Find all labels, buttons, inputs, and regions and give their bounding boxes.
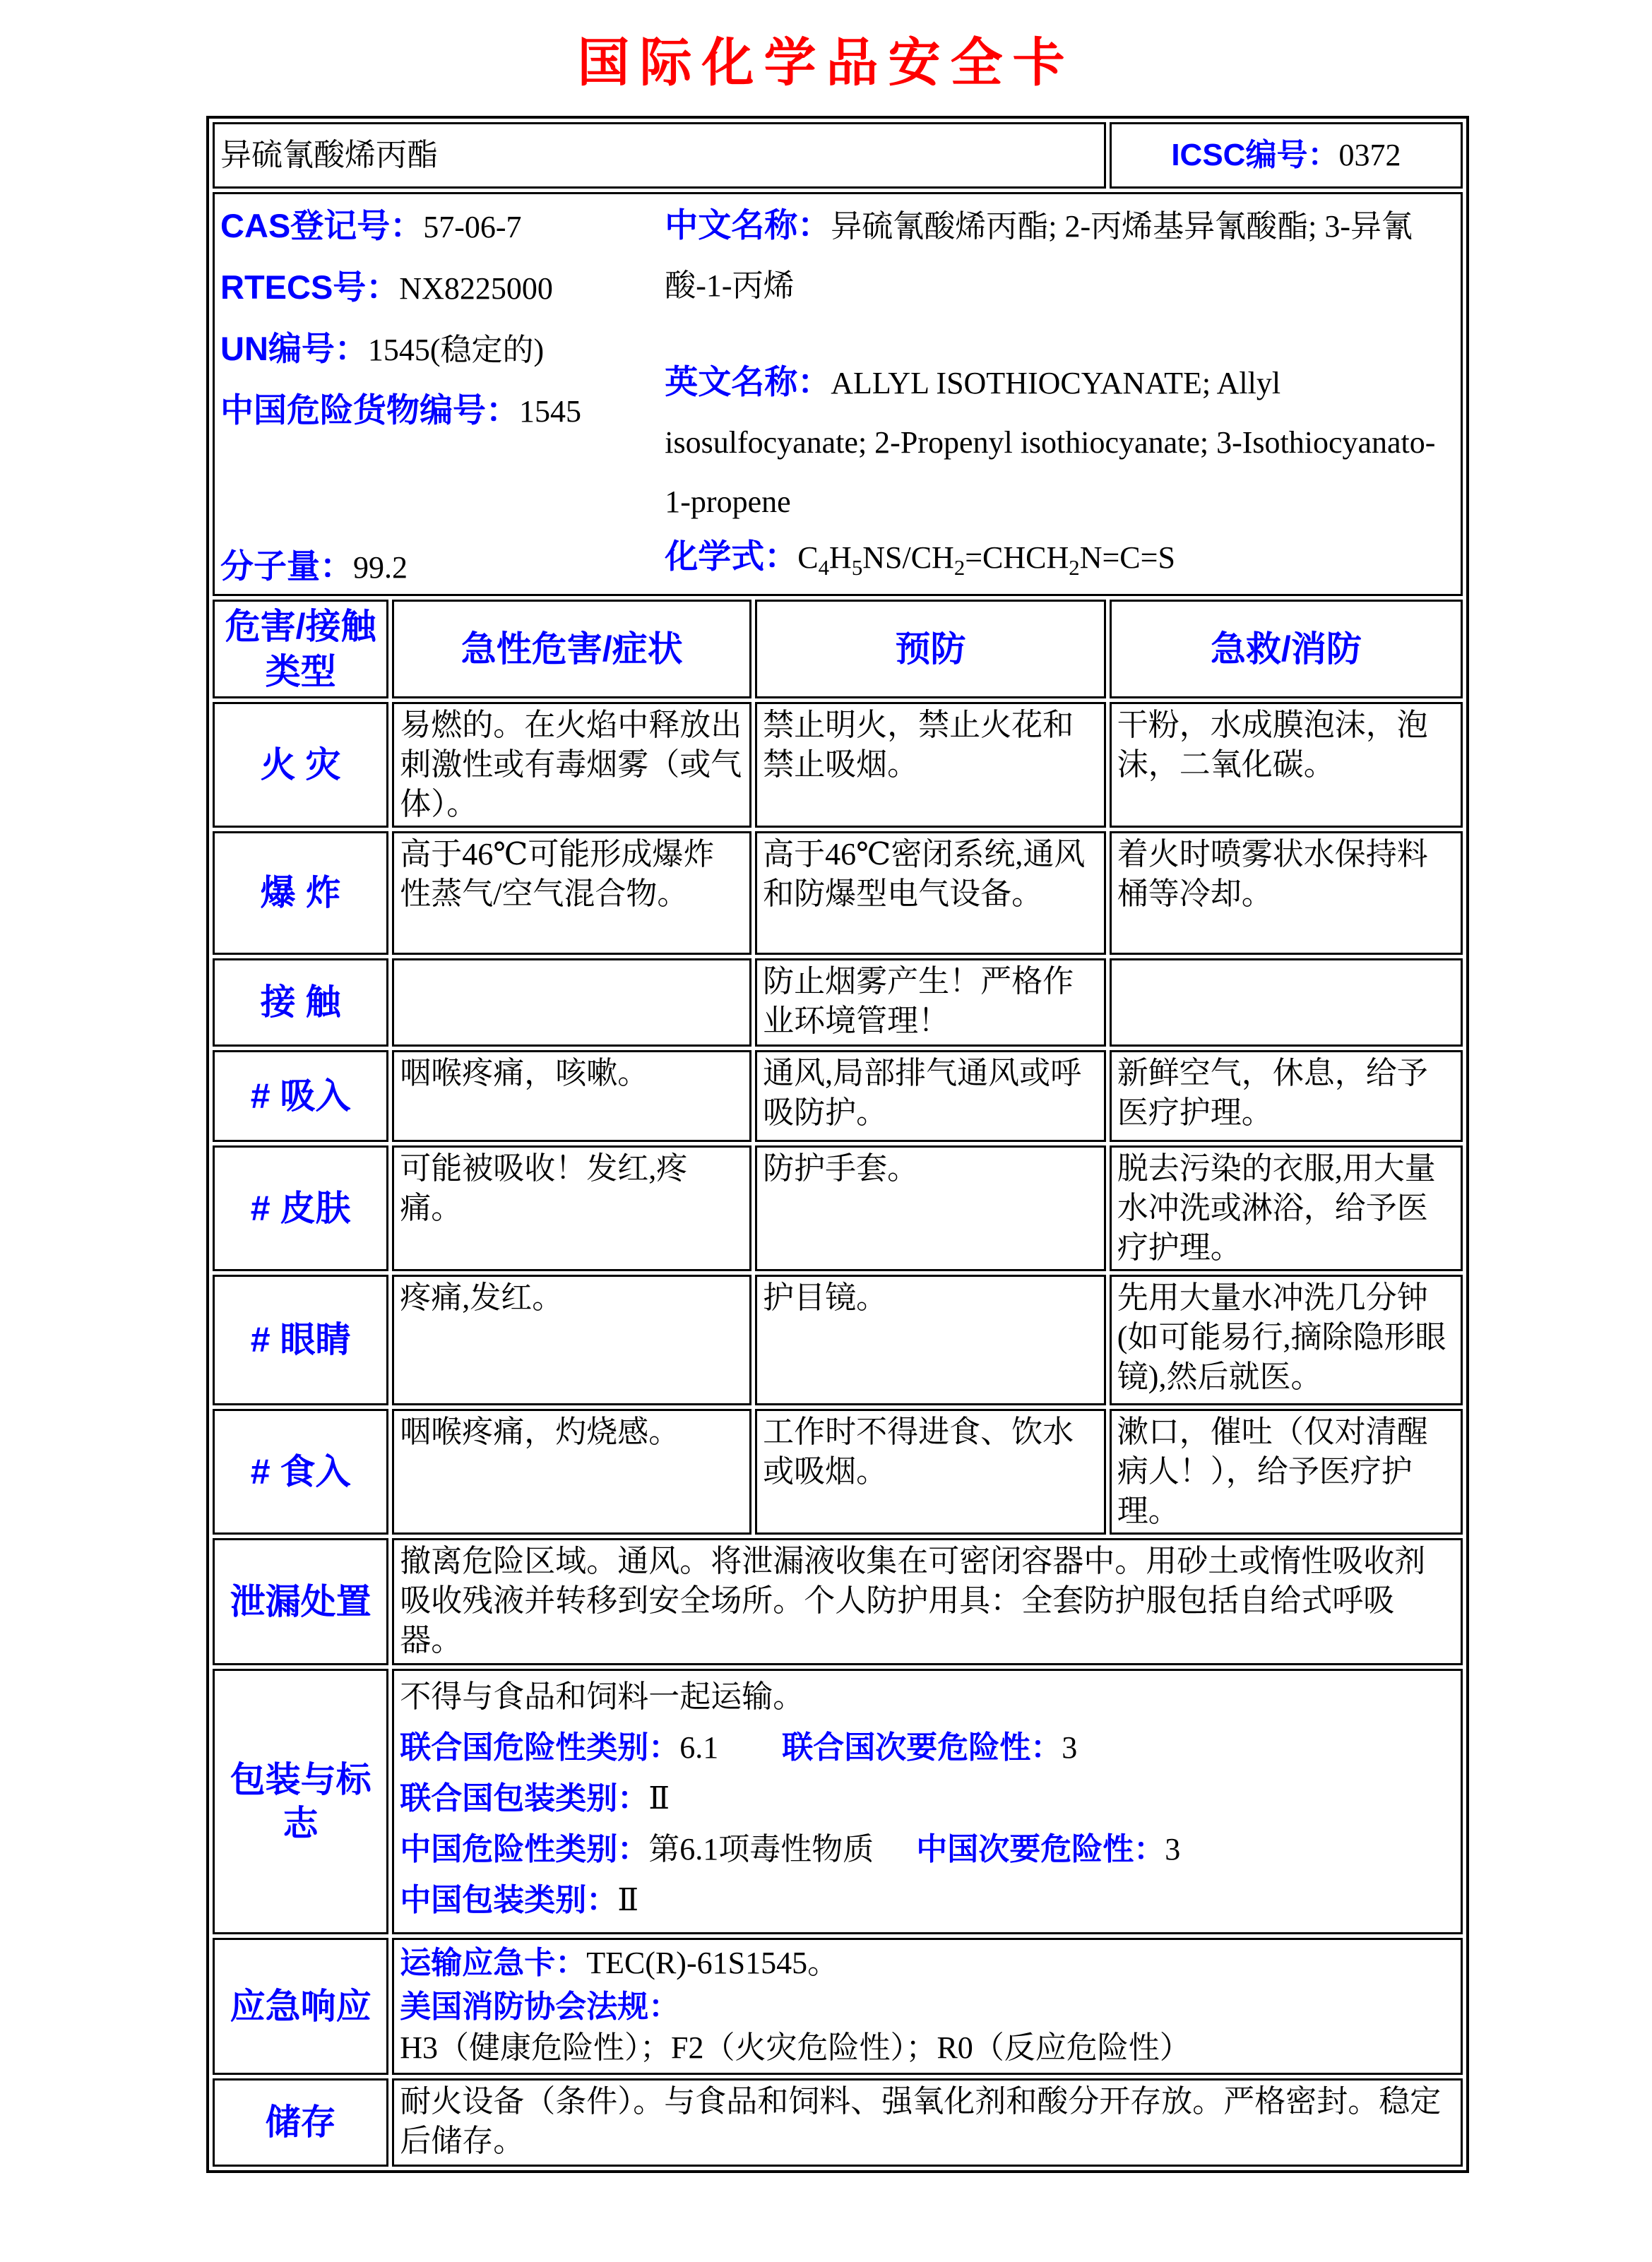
inhalation-response: 新鲜空气，休息，给予医疗护理。: [1110, 1050, 1463, 1142]
header-hazard-type: [213, 600, 388, 698]
un-subrisk-value: 3: [1062, 1730, 1078, 1765]
inhalation-prevention: 通风,局部排气通风或呼吸防护。: [755, 1050, 1106, 1142]
ingestion-response: 漱口，催吐（仅对清醒病人！），给予医疗护理。: [1110, 1409, 1463, 1535]
spill-type-label: 泄漏处置: [213, 1538, 388, 1665]
header-response: 急救/消防: [1110, 600, 1463, 698]
explosion-prevention: 高于46℃密闭系统,通风和防爆型电气设备。: [755, 831, 1106, 955]
explosion-type-label: 爆 炸: [213, 831, 388, 955]
molecular-weight-label: 分子量：: [220, 547, 353, 585]
chinese-names-paragraph: [665, 196, 1455, 316]
english-names-label: 英文名称：: [665, 363, 831, 400]
icsc-label: ICSC编号：: [1171, 138, 1339, 172]
cas-label: CAS登记号：: [220, 207, 424, 244]
packaging-type-label: 包装与标志: [213, 1669, 388, 1934]
ingestion-symptoms: 咽喉疼痛，灼烧感。: [392, 1409, 751, 1535]
un-label: UN编号：: [220, 330, 368, 367]
header-symptoms: 急性危害/症状: [392, 600, 751, 698]
china-dg-line: [220, 380, 665, 441]
un-pack-label: 联合国包装类别：: [400, 1780, 649, 1816]
english-names-paragraph: [665, 352, 1455, 532]
un-class-line: [400, 1727, 1455, 1768]
tec-label: 运输应急卡：: [400, 1945, 587, 1980]
un-subrisk-label: 联合国次要危险性：: [782, 1730, 1062, 1765]
name-paragraphs: [665, 196, 1455, 532]
names-block: [665, 196, 1455, 593]
formula-line: [665, 532, 1455, 593]
info-row: [213, 192, 1463, 596]
ingestion-row: [213, 1409, 1463, 1535]
formula-value: $C_4H_5NS/CH_2=CHCH_2N=C=S$: [797, 540, 1175, 580]
cn-pack-label: 中国包装类别：: [400, 1882, 618, 1917]
english-names-value: ALLYL ISOTHIOCYANATE; Allyl isosulfocyanate; 2-Propenyl isothiocyanate; 3-Isothiocyanato-1-propene: [665, 366, 1436, 519]
identifier-lines: [220, 196, 665, 441]
skin-response: 脱去污染的衣服,用大量水冲洗或淋浴，给予医疗护理。: [1110, 1145, 1463, 1271]
emergency-type-label: 应急响应: [213, 1938, 388, 2075]
explosion-response: 着火时喷雾状水保持料桶等冷却。: [1110, 831, 1463, 955]
chinese-names-label: 中文名称：: [665, 206, 831, 244]
packaging-transport-note: 不得与食品和饲料一起运输。: [400, 1679, 804, 1714]
fire-prevention: 禁止明火，禁止火花和禁止吸烟。: [755, 702, 1106, 828]
eyes-response: 先用大量水冲洗几分钟(如可能易行,摘除隐形眼镜),然后就医。: [1110, 1275, 1463, 1405]
nfpa-label: 美国消防协会法规：: [400, 1989, 680, 2024]
un-pack-value: Ⅱ: [648, 1780, 670, 1816]
explosion-row: [213, 831, 1463, 955]
rtecs-label: RTECS号：: [220, 268, 400, 306]
nfpa-line: [400, 1987, 1455, 2068]
cn-class-value: 第6.1项毒性物质: [648, 1831, 874, 1867]
contact-row: [213, 958, 1463, 1047]
eyes-prevention: 护目镜。: [755, 1275, 1106, 1405]
header-hazard-type-line2: 类型: [265, 651, 336, 691]
cn-class-label: 中国危险性类别：: [400, 1831, 649, 1867]
emergency-content: [392, 1938, 1463, 2075]
page-title: 国际化学品安全卡: [577, 35, 1075, 93]
info-cell: [213, 192, 1463, 596]
contact-prevention: 防止烟雾产生！严格作业环境管理！: [755, 958, 1106, 1047]
fire-row: [213, 702, 1463, 828]
contact-symptoms: [392, 958, 751, 1047]
ingestion-type-label: # 食入: [213, 1409, 388, 1535]
rtecs-line: [220, 257, 665, 319]
inhalation-type-label: # 吸入: [213, 1050, 388, 1142]
inhalation-symptoms: 咽喉疼痛，咳嗽。: [392, 1050, 751, 1142]
spill-row: [213, 1538, 1463, 1665]
emergency-row: [213, 1938, 1463, 2075]
ingestion-prevention: 工作时不得进食、饮水或吸烟。: [755, 1409, 1106, 1535]
molecular-weight-value: 99.2: [353, 549, 408, 585]
cn-subrisk-label: 中国次要危险性：: [916, 1831, 1165, 1867]
fire-response: 干粉，水成膜泡沫，泡沫，二氧化碳。: [1110, 702, 1463, 828]
skin-type-label: # 皮肤: [213, 1145, 388, 1271]
name-row: [213, 122, 1463, 189]
explosion-symptoms: 高于46℃可能形成爆炸性蒸气/空气混合物。: [392, 831, 751, 955]
inhalation-row: [213, 1050, 1463, 1142]
cas-value: 57-06-7: [423, 210, 522, 244]
chemical-name: 异硫氰酸烯丙酯: [220, 138, 438, 172]
identifier-block: [220, 196, 665, 593]
contact-type-label: 接 触: [213, 958, 388, 1047]
contact-response: [1110, 958, 1463, 1047]
eyes-row: [213, 1275, 1463, 1405]
skin-row: [213, 1145, 1463, 1271]
un-pack-line: [400, 1778, 1455, 1819]
china-dg-label: 中国危险货物编号：: [220, 391, 519, 429]
fire-type-label: 火 灾: [213, 702, 388, 828]
un-class-label: 联合国危险性类别：: [400, 1730, 680, 1765]
fire-symptoms: 易燃的。在火焰中释放出刺激性或有毒烟雾（或气体）。: [392, 702, 751, 828]
eyes-symptoms: 疼痛,发红。: [392, 1275, 751, 1405]
molecular-weight-line: [220, 542, 665, 593]
header-prevention: 预防: [755, 600, 1106, 698]
un-line: [220, 319, 665, 380]
cn-pack-value: Ⅱ: [617, 1882, 639, 1917]
hazard-header-row: [213, 600, 1463, 698]
tec-value: TEC(R)-61S1545。: [586, 1945, 839, 1980]
icsc-cell: [1110, 122, 1463, 189]
tec-line: [400, 1943, 1455, 1984]
chemical-name-cell: [213, 122, 1106, 189]
storage-row: [213, 2078, 1463, 2167]
storage-text: 耐火设备（条件）。与食品和饲料、强氧化剂和酸分开存放。严格密封。稳定后储存。: [392, 2078, 1463, 2167]
spill-text: 撤离危险区域。通风。将泄漏液收集在可密闭容器中。用砂土或惰性吸收剂吸收残液并转移到安全场所。个人防护用具：全套防护服包括自给式呼吸器。: [392, 1538, 1463, 1665]
header-hazard-type-line1: 危害/接触: [225, 606, 376, 646]
cn-pack-line: [400, 1880, 1455, 1921]
cn-subrisk-value: 3: [1165, 1831, 1181, 1867]
skin-symptoms: 可能被吸收！发红,疼痛。: [392, 1145, 751, 1271]
packaging-row: [213, 1669, 1463, 1934]
icsc-number: 0372: [1338, 138, 1401, 172]
storage-type-label: 储存: [213, 2078, 388, 2167]
rtecs-value: NX8225000: [399, 271, 553, 306]
safety-card-table: [206, 116, 1469, 2173]
skin-prevention: 防护手套。: [755, 1145, 1106, 1271]
packaging-content: [392, 1669, 1463, 1934]
eyes-type-label: # 眼睛: [213, 1275, 388, 1405]
nfpa-value: H3（健康危险性）；F2（火灾危险性）；R0（反应危险性）: [400, 2030, 1191, 2065]
cas-line: [220, 196, 665, 257]
cn-class-line: [400, 1829, 1455, 1870]
un-class-value: 6.1: [679, 1730, 719, 1765]
un-value: 1545(稳定的): [367, 333, 545, 367]
formula-label: 化学式：: [665, 537, 798, 575]
chinese-names-value: 异硫氰酸烯丙酯; 2-丙烯基异氰酸酯; 3-异氰酸-1-丙烯: [665, 209, 1413, 303]
china-dg-value: 1545: [519, 394, 581, 429]
